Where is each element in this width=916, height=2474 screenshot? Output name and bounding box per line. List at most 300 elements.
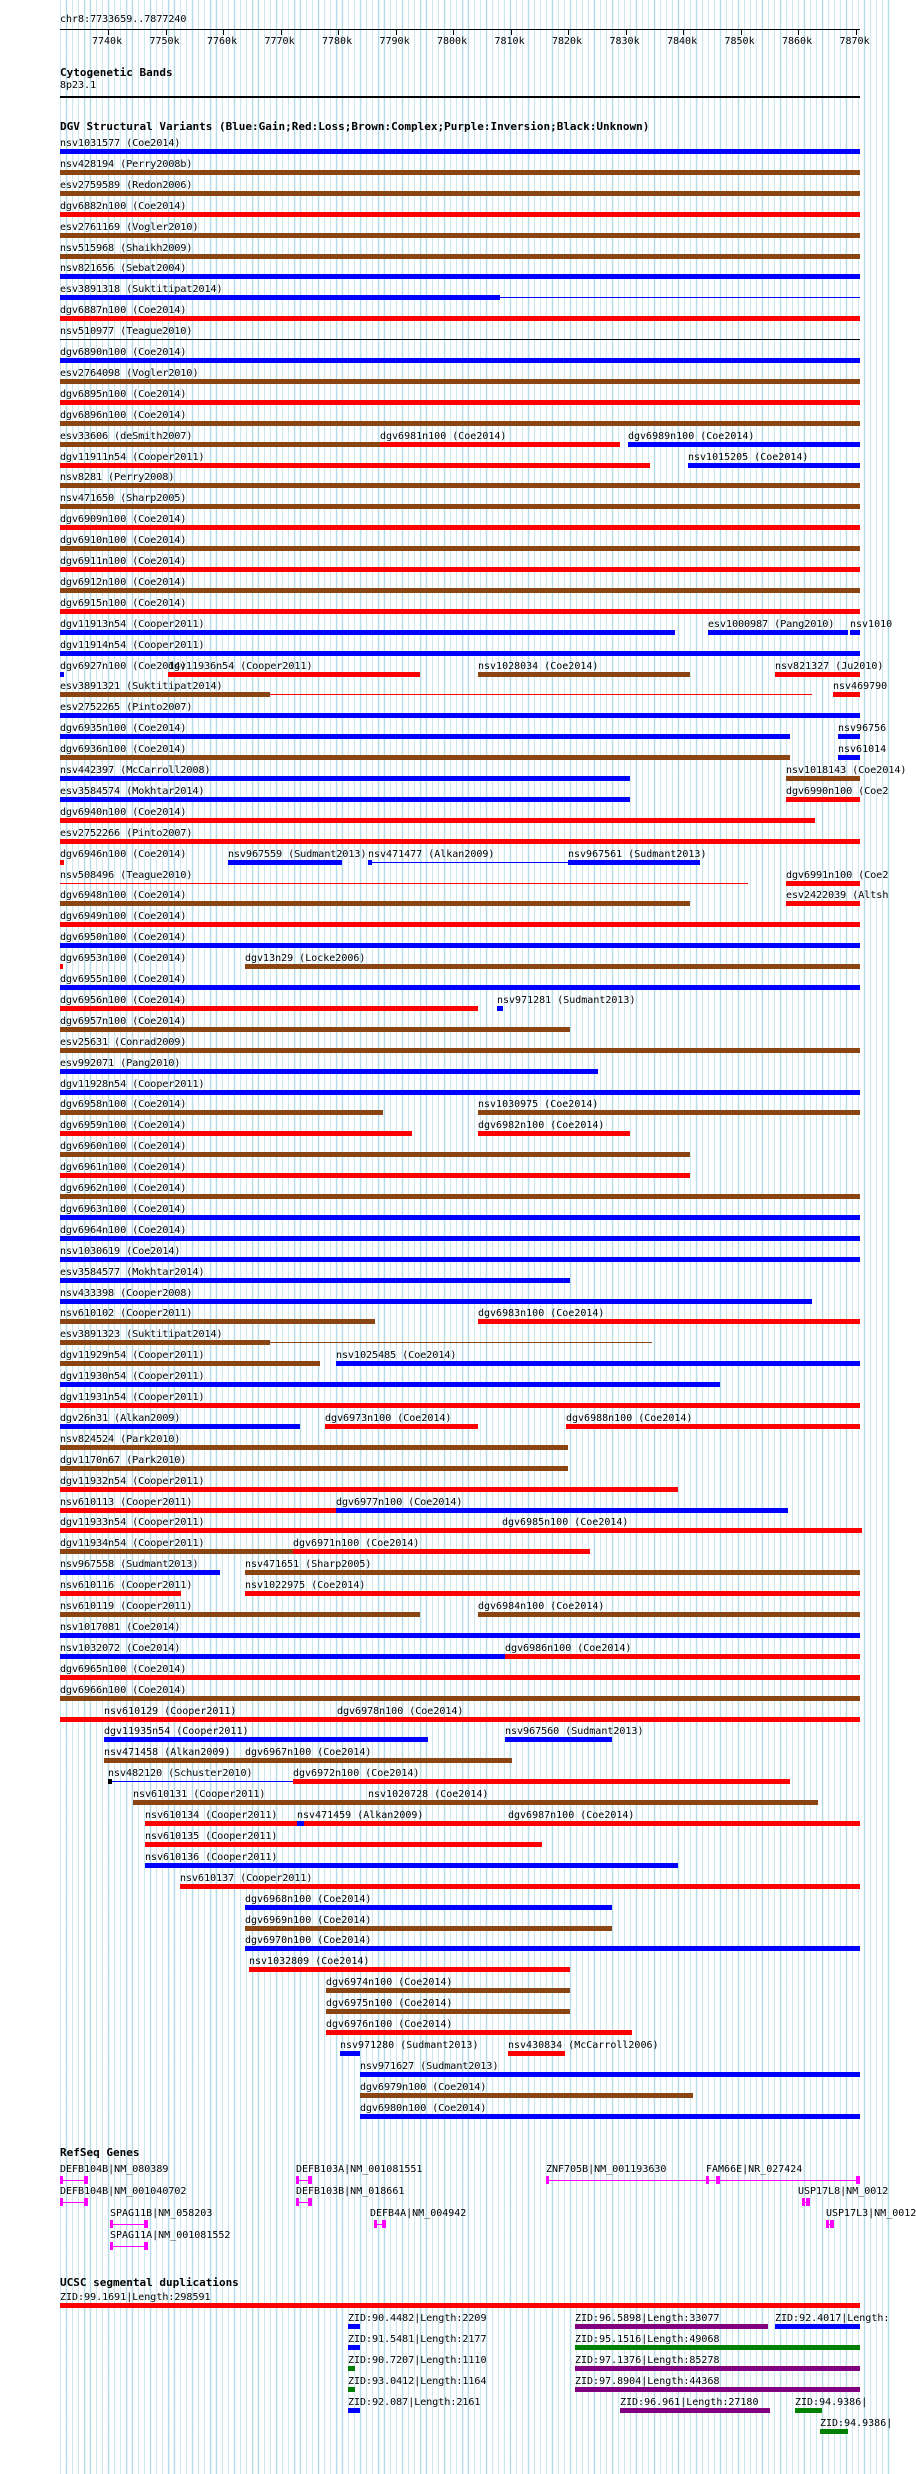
sv-label: nsv821656 (Sebat2004)	[60, 263, 187, 275]
sv-bar	[360, 2072, 860, 2077]
gene-exon	[706, 2176, 709, 2184]
sv-bar	[360, 2114, 860, 2119]
ruler-tick-label: 7820k	[552, 36, 583, 47]
sv-label: dgv6971n100 (Coe2014)	[293, 1538, 420, 1550]
sv-label: dgv6962n100 (Coe2014)	[60, 1183, 187, 1194]
sv-label: dgv6972n100 (Coe2014)	[293, 1768, 420, 1780]
sv-bar	[566, 1424, 860, 1429]
sv-label: nsv482120 (Schuster2010)	[108, 1768, 253, 1780]
sv-label: dgv6988n100 (Coe2014)	[566, 1412, 693, 1424]
sv-bar	[60, 1048, 860, 1053]
sv-label: dgv6981n100 (Coe2014)	[380, 430, 507, 442]
segdup-label: ZID:97.1376|Length:85278	[575, 2355, 720, 2366]
sv-bar	[60, 1340, 270, 1345]
sv-label: dgv6956n100 (Coe2014)	[60, 994, 187, 1006]
sv-bar	[60, 295, 500, 300]
sv-label: nsv1025485 (Coe2014)	[336, 1350, 457, 1362]
ruler-tick	[741, 29, 742, 35]
sv-label: dgv6969n100 (Coe2014)	[245, 1914, 372, 1926]
sv-label: dgv6912n100 (Coe2014)	[60, 576, 187, 588]
sv-bar	[60, 442, 380, 447]
sv-label: esv3891323 (Suktitipat2014)	[60, 1329, 223, 1341]
sv-label: dgv6965n100 (Coe2014)	[60, 1663, 187, 1675]
sv-bar	[60, 191, 860, 196]
sv-bar	[60, 1236, 860, 1241]
segdup-label: ZID:94.9386|	[795, 2397, 868, 2408]
sv-bar	[497, 1006, 503, 1011]
segdup-bar	[575, 2345, 860, 2350]
sv-label: dgv6959n100 (Coe2014)	[60, 1120, 187, 1132]
sv-label: esv2764098 (Vogler2010)	[60, 367, 199, 379]
sv-bar	[245, 1591, 860, 1596]
ruler-tick	[856, 29, 857, 35]
sv-label: dgv6979n100 (Coe2014)	[360, 2081, 487, 2093]
sv-bar	[60, 170, 860, 175]
segdup-label: ZID:90.4482|Length:2209	[348, 2313, 487, 2324]
sv-label: nsv469790	[833, 681, 888, 693]
sv-bar	[60, 985, 860, 990]
ruler-tick	[166, 29, 167, 35]
sv-label: dgv6967n100 (Coe2014)	[245, 1747, 372, 1759]
sv-label: esv1000987 (Pang2010)	[708, 618, 835, 630]
sv-label: dgv6966n100 (Coe2014)	[60, 1684, 187, 1696]
gene-exon	[374, 2220, 377, 2228]
sv-bar	[786, 797, 860, 802]
sv-label: dgv6936n100 (Coe2014)	[60, 744, 187, 756]
segdup-bar	[348, 2408, 360, 2413]
sv-label: esv2752266 (Pinto2007)	[60, 827, 193, 839]
segdup-label: ZID:96.5898|Length:33077	[575, 2313, 720, 2324]
sv-label: nsv967561 (Sudmant2013)	[568, 848, 707, 860]
sv-bar	[293, 1549, 590, 1554]
sv-bar	[60, 776, 630, 781]
segdup-bar	[60, 2303, 860, 2308]
sv-bar	[168, 672, 420, 677]
sv-label: dgv6910n100 (Coe2014)	[60, 535, 187, 547]
gene-exon	[296, 2198, 299, 2206]
sv-bar	[478, 1131, 630, 1136]
sv-bar	[60, 1027, 570, 1032]
sv-label: dgv6975n100 (Coe2014)	[326, 1998, 453, 2010]
segdup-label: ZID:92.087|Length:2161	[348, 2397, 481, 2408]
sv-thin-line	[270, 694, 812, 695]
segdup-bar	[348, 2324, 360, 2329]
ruler-tick-label: 7740k	[92, 36, 123, 47]
ruler-tick-label: 7780k	[322, 36, 353, 47]
sv-thin-line	[60, 339, 860, 340]
segdup-label: ZID:93.0412|Length:1164	[348, 2376, 487, 2387]
sv-label: nsv1028034 (Coe2014)	[478, 660, 599, 672]
sv-bar	[478, 672, 690, 677]
sv-bar	[833, 692, 860, 697]
sv-label: nsv471459 (Alkan2009)	[297, 1810, 424, 1821]
ruler-tick-label: 7760k	[207, 36, 238, 47]
sv-bar	[60, 713, 860, 718]
gene-label: DEFB4A|NM_004942	[370, 2208, 467, 2219]
sv-label: nsv471458 (Alkan2009)	[104, 1747, 231, 1759]
sv-bar	[60, 1319, 375, 1324]
sv-bar	[60, 964, 63, 969]
sv-label: esv33606 (deSmith2007)	[60, 430, 193, 442]
segdup-label: ZID:97.8904|Length:44368	[575, 2376, 720, 2387]
sv-label: nsv610136 (Cooper2011)	[145, 1851, 278, 1863]
sv-bar	[508, 1821, 860, 1826]
sv-label: nsv1015205 (Coe2014)	[688, 451, 809, 463]
ruler-tick	[511, 29, 512, 35]
sv-label: nsv515968 (Shaikh2009)	[60, 242, 193, 254]
sv-bar	[326, 2009, 570, 2014]
sv-label: dgv6948n100 (Coe2014)	[60, 890, 187, 902]
sv-bar	[60, 233, 860, 238]
sv-bar	[60, 839, 860, 844]
segdup-bar	[575, 2366, 860, 2371]
sv-label: nsv471651 (Sharp2005)	[245, 1559, 372, 1571]
segdup-bar	[575, 2324, 768, 2329]
sv-label: dgv6940n100 (Coe2014)	[60, 806, 187, 818]
sv-label: nsv428194 (Perry2008b)	[60, 158, 193, 170]
sv-bar	[60, 1403, 860, 1408]
sv-label: nsv610119 (Cooper2011)	[60, 1601, 193, 1612]
sv-bar	[60, 1591, 181, 1596]
sv-bar	[60, 630, 675, 635]
sv-bar	[337, 1717, 860, 1722]
sv-label: nsv610129 (Cooper2011)	[104, 1705, 237, 1717]
gene-exon	[110, 2242, 113, 2250]
gene-exon	[144, 2242, 148, 2250]
gene-line	[546, 2180, 720, 2181]
sv-bar	[60, 1173, 690, 1178]
sv-label: dgv6978n100 (Coe2014)	[337, 1705, 464, 1717]
sv-bar	[775, 672, 860, 677]
sv-label: nsv1020728 (Coe2014)	[368, 1789, 489, 1801]
sv-label: nsv1030975 (Coe2014)	[478, 1099, 599, 1111]
sv-label: nsv967558 (Sudmant2013)	[60, 1559, 199, 1571]
sv-label: esv3584574 (Mokhtar2014)	[60, 785, 205, 797]
sv-label: nsv971627 (Sudmant2013)	[360, 2060, 499, 2072]
sv-bar	[60, 734, 790, 739]
sv-bar	[60, 1006, 478, 1011]
sv-bar	[850, 630, 860, 635]
ruler-tick	[683, 29, 684, 35]
sv-bar	[293, 1779, 790, 1784]
sv-bar	[60, 1487, 678, 1492]
sv-label: dgv6946n100 (Coe2014)	[60, 848, 187, 860]
sv-label: nsv8281 (Perry2008)	[60, 472, 175, 484]
sv-label: nsv442397 (McCarroll2008)	[60, 765, 211, 776]
segdup-label: ZID:91.5481|Length:2177	[348, 2334, 487, 2345]
sv-bar	[360, 2093, 693, 2098]
sv-label: dgv6949n100 (Coe2014)	[60, 911, 187, 923]
gene-exon	[382, 2220, 386, 2228]
gene-exon	[802, 2198, 805, 2206]
gene-label: DEFB103B|NM_018661	[296, 2186, 405, 2197]
sv-thin-line	[500, 297, 860, 298]
sv-label: nsv1032809 (Coe2014)	[249, 1956, 370, 1968]
ruler-tick	[568, 29, 569, 35]
segdup-label: ZID:94.9386|	[820, 2418, 893, 2429]
sv-label: nsv430834 (McCarroll2006)	[508, 2039, 659, 2051]
sv-bar	[245, 1570, 860, 1575]
ruler-tick	[281, 29, 282, 35]
sv-label: nsv96756	[838, 723, 887, 735]
sv-label: dgv6976n100 (Coe2014)	[326, 2019, 453, 2030]
sv-bar	[60, 1508, 336, 1513]
sv-bar	[786, 776, 860, 781]
sv-bar	[297, 1821, 304, 1826]
sv-bar	[60, 546, 860, 551]
sv-bar	[478, 1110, 860, 1115]
sv-bar	[60, 922, 860, 927]
sv-bar	[60, 1257, 860, 1262]
sv-bar	[60, 212, 860, 217]
sv-bar	[508, 2051, 565, 2056]
ruler-tick	[626, 29, 627, 35]
gene-label: FAM66E|NR_027424	[706, 2164, 803, 2175]
sv-label: dgv6970n100 (Coe2014)	[245, 1935, 372, 1947]
gene-exon	[144, 2220, 148, 2228]
sv-label: dgv6980n100 (Coe2014)	[360, 2102, 487, 2114]
sv-label: esv2752265 (Pinto2007)	[60, 702, 193, 714]
ruler-tick	[396, 29, 397, 35]
sv-label: dgv13n29 (Locke2006)	[245, 953, 366, 965]
sv-label: dgv6957n100 (Coe2014)	[60, 1015, 187, 1027]
sv-label: dgv6909n100 (Coe2014)	[60, 514, 187, 526]
sv-label: nsv610113 (Cooper2011)	[60, 1496, 193, 1508]
sv-label: nsv1022975 (Coe2014)	[245, 1580, 366, 1592]
ruler-tick-label: 7750k	[149, 36, 180, 47]
sv-bar	[60, 1675, 860, 1680]
sv-label: dgv11914n54 (Cooper2011)	[60, 639, 205, 651]
sv-bar	[60, 1361, 320, 1366]
sv-label: dgv6973n100 (Coe2014)	[325, 1412, 452, 1424]
ruler-tick-label: 7770k	[264, 36, 295, 47]
sv-bar	[60, 1696, 860, 1701]
ruler-tick	[338, 29, 339, 35]
ruler-tick	[108, 29, 109, 35]
ruler-tick-label: 7870k	[839, 36, 870, 47]
sv-label: dgv6977n100 (Coe2014)	[336, 1496, 463, 1508]
sv-bar	[340, 2051, 360, 2056]
sv-bar	[325, 1424, 478, 1429]
sv-label: nsv610137 (Cooper2011)	[180, 1872, 313, 1884]
sv-bar	[60, 651, 860, 656]
sv-bar	[60, 1110, 383, 1115]
sv-bar	[60, 1612, 420, 1617]
sv-bar	[228, 860, 342, 865]
sv-label: dgv6895n100 (Coe2014)	[60, 388, 187, 400]
segdup-bar	[820, 2429, 848, 2434]
sv-bar	[502, 1528, 860, 1533]
sv-label: dgv6890n100 (Coe2014)	[60, 347, 187, 358]
sv-bar	[145, 1863, 678, 1868]
sv-bar	[60, 901, 690, 906]
gene-exon	[84, 2198, 88, 2206]
sv-bar	[60, 1278, 570, 1283]
sv-bar	[60, 504, 860, 509]
sv-label: nsv821327 (Ju2010)	[775, 660, 884, 672]
sv-label: nsv1032072 (Coe2014)	[60, 1642, 181, 1654]
sv-bar	[60, 943, 860, 948]
sv-bar	[145, 1842, 542, 1847]
gene-exon	[84, 2176, 88, 2184]
sv-label: dgv6982n100 (Coe2014)	[478, 1120, 605, 1132]
gene-line	[706, 2180, 860, 2181]
sv-label: dgv6963n100 (Coe2014)	[60, 1203, 187, 1215]
sv-bar	[60, 1633, 860, 1638]
sv-label: dgv26n31 (Alkan2009)	[60, 1412, 181, 1424]
segdup-label: ZID:99.1691|Length:298591	[60, 2292, 211, 2303]
sv-bar	[505, 1737, 612, 1742]
gene-line	[110, 2224, 148, 2225]
sv-label: dgv11935n54 (Cooper2011)	[104, 1726, 249, 1738]
ruler-tick-label: 7860k	[782, 36, 813, 47]
sv-bar	[180, 1884, 860, 1889]
sv-bar	[60, 672, 64, 677]
gene-label: ZNF705B|NM_001193630	[546, 2164, 667, 2175]
sv-bar	[326, 1988, 570, 1993]
sv-label: nsv61014	[838, 744, 887, 756]
sv-label: dgv6958n100 (Coe2014)	[60, 1099, 187, 1111]
gene-exon	[308, 2198, 312, 2206]
sv-label: dgv6974n100 (Coe2014)	[326, 1977, 453, 1989]
ruler-tick-label: 7790k	[379, 36, 410, 47]
sv-bar	[249, 1967, 570, 1972]
gene-exon	[546, 2176, 549, 2184]
sv-bar	[60, 316, 860, 321]
sv-bar	[60, 379, 860, 384]
sv-label: nsv1010	[850, 618, 893, 630]
sv-bar	[60, 609, 860, 614]
sv-bar	[245, 1905, 612, 1910]
gene-exon	[60, 2176, 63, 2184]
sv-bar	[60, 1570, 220, 1575]
sv-bar	[60, 1194, 860, 1199]
sv-bar	[60, 1445, 568, 1450]
sv-bar	[60, 1131, 412, 1136]
gene-label: DEFB103A|NM_001081551	[296, 2164, 423, 2175]
segdup-label: ZID:95.1516|Length:49068	[575, 2334, 720, 2345]
sv-bar	[245, 1758, 512, 1763]
sv-bar	[60, 254, 860, 259]
sv-label: dgv6911n100 (Coe2014)	[60, 556, 187, 567]
segdup-bar	[348, 2366, 355, 2371]
sv-label: dgv6950n100 (Coe2014)	[60, 932, 187, 944]
sv-thin-line	[270, 1342, 652, 1343]
sv-bar	[838, 734, 860, 739]
gene-exon	[296, 2176, 299, 2184]
sv-label: dgv11934n54 (Cooper2011)	[60, 1538, 205, 1550]
ruler-tick-label: 7840k	[667, 36, 698, 47]
sv-bar	[60, 1215, 860, 1220]
sv-label: nsv1018143 (Coe2014)	[786, 765, 907, 776]
sv-bar	[786, 881, 860, 886]
sv-bar	[568, 860, 700, 865]
sv-label: dgv6990n100 (Coe2	[786, 785, 889, 797]
sv-label: nsv967559 (Sudmant2013)	[228, 848, 367, 860]
coordinate-label: chr8:7733659..7877240	[60, 14, 187, 25]
sv-bar	[245, 964, 860, 969]
sv-label: nsv824524 (Park2010)	[60, 1433, 181, 1445]
sv-bar	[60, 755, 790, 760]
sv-label: dgv11913n54 (Cooper2011)	[60, 618, 205, 630]
sv-bar	[60, 588, 860, 593]
cytoband-label: 8p23.1	[60, 80, 97, 91]
sv-bar	[478, 1612, 860, 1617]
sv-label: nsv971280 (Sudmant2013)	[340, 2039, 479, 2051]
sv-label: dgv11928n54 (Cooper2011)	[60, 1078, 205, 1090]
ruler-tick	[453, 29, 454, 35]
sv-bar	[60, 797, 630, 802]
sv-bar	[60, 1069, 598, 1074]
sv-bar	[368, 1800, 818, 1805]
sv-label: nsv610102 (Cooper2011)	[60, 1308, 193, 1320]
sv-bar	[60, 358, 860, 363]
sv-label: esv2422039 (Altsh	[786, 890, 889, 902]
refseq-track-header: RefSeq Genes	[60, 2146, 140, 2159]
segdup-label: ZID:90.7207|Length:1110	[348, 2355, 487, 2366]
segdup-bar	[348, 2345, 360, 2350]
sv-bar	[688, 463, 860, 468]
sv-bar	[60, 1299, 812, 1304]
sv-bar	[838, 755, 860, 760]
segdup-bar	[620, 2408, 770, 2413]
sv-label: dgv6887n100 (Coe2014)	[60, 305, 187, 317]
sv-label: dgv6986n100 (Coe2014)	[505, 1642, 632, 1654]
sv-label: dgv6927n100 (Coe2014)	[60, 660, 187, 672]
gene-exon	[308, 2176, 312, 2184]
cytoband-bar	[60, 96, 860, 98]
sv-bar	[245, 1946, 860, 1951]
ruler-tick-label: 7810k	[494, 36, 525, 47]
sv-bar	[786, 901, 860, 906]
sv-bar	[628, 442, 860, 447]
sv-bar	[336, 1361, 860, 1366]
sv-label: dgv6961n100 (Coe2014)	[60, 1162, 187, 1174]
ruler-tick	[798, 29, 799, 35]
sv-bar	[104, 1758, 245, 1763]
sv-bar	[505, 1654, 860, 1659]
gene-label: DEFB104B|NM_001040702	[60, 2186, 187, 2197]
sv-bar	[60, 692, 270, 697]
gene-exon	[826, 2220, 829, 2228]
sv-label: nsv610135 (Cooper2011)	[145, 1830, 278, 1842]
sv-label: dgv6935n100 (Coe2014)	[60, 723, 187, 735]
gene-exon	[830, 2220, 834, 2228]
sv-label: nsv510977 (Teague2010)	[60, 326, 193, 338]
sv-label: dgv6989n100 (Coe2014)	[628, 430, 755, 442]
sv-label: nsv471650 (Sharp2005)	[60, 493, 187, 505]
gene-label: USP17L8|NM_0012	[798, 2186, 889, 2197]
sv-label: dgv11929n54 (Cooper2011)	[60, 1350, 205, 1362]
sv-label: dgv6960n100 (Coe2014)	[60, 1141, 187, 1153]
sv-label: dgv6991n100 (Coe2	[786, 869, 889, 881]
sv-label: nsv610134 (Cooper2011)	[145, 1810, 278, 1821]
sv-label: esv25631 (Conrad2009)	[60, 1036, 187, 1048]
gene-label: USP17L3|NM_0012	[826, 2208, 916, 2219]
sv-bar	[245, 1926, 612, 1931]
sv-bar	[60, 1424, 300, 1429]
dgv-track-header: DGV Structural Variants (Blue:Gain;Red:Loss;Brown:Complex;Purple:Inversion;Black:Unknown)	[60, 120, 650, 133]
ruler-tick-label: 7800k	[437, 36, 468, 47]
sv-label: dgv6985n100 (Coe2014)	[502, 1517, 629, 1529]
sv-label: dgv6987n100 (Coe2014)	[508, 1810, 635, 1821]
sv-bar	[60, 274, 860, 279]
sv-label: nsv1030619 (Coe2014)	[60, 1245, 181, 1257]
segdup-track-header: UCSC segmental duplications	[60, 2276, 239, 2289]
sv-label: dgv11936n54 (Cooper2011)	[168, 660, 313, 672]
sv-bar	[60, 463, 650, 468]
sv-label: dgv6882n100 (Coe2014)	[60, 200, 187, 212]
